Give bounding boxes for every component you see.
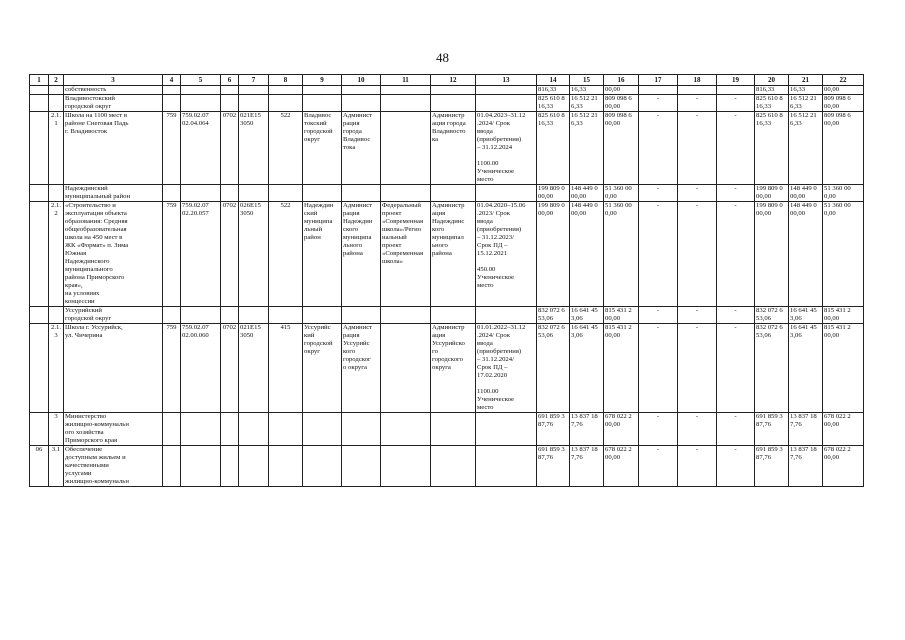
header-cell: 21 — [789, 75, 823, 86]
table-cell: 00,00 — [823, 86, 864, 95]
table-cell — [181, 185, 221, 202]
table-cell: 021E15 3050 — [239, 112, 269, 185]
header-cell: 15 — [570, 75, 604, 86]
table-cell — [30, 86, 49, 95]
table-cell — [269, 307, 303, 324]
table-cell: 2.1.1 — [49, 112, 64, 185]
table-cell — [163, 307, 181, 324]
table-cell: 809 098 6 00,00 — [823, 95, 864, 112]
table-cell: 01.01.2022–31.12 .2024/ Срок ввода (приобретения) – 31.12.2024/ Срок ПД – 17.02.2020 1100.00 Ученическое место — [476, 324, 537, 413]
table-cell: 832 072 6 53,06 — [537, 307, 570, 324]
table-cell: 199 809 0 00,00 — [755, 185, 789, 202]
table-cell: Админист рация города Владивос тока — [342, 112, 381, 185]
table-cell — [163, 446, 181, 487]
table-cell — [49, 185, 64, 202]
table-cell: 00,00 — [604, 86, 639, 95]
table-cell: Надеждин ский муниципа льный район — [303, 202, 342, 307]
table-cell: Надеждинский муниципальный район — [64, 185, 163, 202]
table-cell — [221, 86, 239, 95]
table-cell — [30, 307, 49, 324]
table-cell: - — [717, 307, 755, 324]
table-cell: 832 072 6 53,06 — [537, 324, 570, 413]
table-cell: 0702 — [221, 324, 239, 413]
table-cell: 691 859 3 87,76 — [537, 446, 570, 487]
table-cell: - — [678, 324, 717, 413]
table-cell — [476, 185, 537, 202]
table-cell: 815 431 2 00,00 — [823, 324, 864, 413]
table-row — [30, 95, 864, 112]
table-cell: 825 610 8 16,33 — [537, 95, 570, 112]
table-cell — [163, 95, 181, 112]
table-cell: Владивостокский городской округ — [64, 95, 163, 112]
table-cell: 815 431 2 00,00 — [604, 307, 639, 324]
table-cell: 51 360 00 0,00 — [823, 185, 864, 202]
table-cell — [678, 86, 717, 95]
header-cell: 16 — [604, 75, 639, 86]
table-cell: 148 449 0 00,00 — [570, 185, 604, 202]
table-cell: 522 — [269, 202, 303, 307]
table-cell: 0702 — [221, 112, 239, 185]
table-cell: - — [717, 95, 755, 112]
header-cell: 1 — [30, 75, 49, 86]
header-cell: 14 — [537, 75, 570, 86]
table-cell: 816,33 — [755, 86, 789, 95]
table-cell — [476, 95, 537, 112]
table-cell — [476, 307, 537, 324]
table-cell — [49, 307, 64, 324]
table-cell: Федеральный проект «Современная школа»/Регио нальный проект «Современная школа» — [381, 202, 431, 307]
table-cell — [476, 446, 537, 487]
table-cell — [221, 307, 239, 324]
table-cell: 3 — [49, 413, 64, 446]
header-cell: 10 — [342, 75, 381, 86]
table-cell: 691 859 3 87,76 — [755, 413, 789, 446]
table-cell — [269, 446, 303, 487]
table-cell — [431, 185, 476, 202]
table-cell — [381, 307, 431, 324]
table-cell: 815 431 2 00,00 — [604, 324, 639, 413]
table-cell — [381, 95, 431, 112]
table-cell: 51 360 00 0,00 — [823, 202, 864, 307]
table-cell: - — [639, 413, 678, 446]
table-cell: собственность — [64, 86, 163, 95]
table-row — [30, 324, 864, 413]
table-cell: 16 641 45 3,06 — [789, 307, 823, 324]
table-cell — [221, 95, 239, 112]
table-cell — [49, 86, 64, 95]
table-cell: 759.02.07 02.20.057 — [181, 202, 221, 307]
table-cell: 825 610 8 16,33 — [537, 112, 570, 185]
header-cell: 22 — [823, 75, 864, 86]
table-cell: 759.02.07 02.04.064 — [181, 112, 221, 185]
table-cell — [239, 446, 269, 487]
table-cell: 415 — [269, 324, 303, 413]
table-cell — [239, 307, 269, 324]
header-cell: 4 — [163, 75, 181, 86]
table-cell: 825 610 8 16,33 — [755, 95, 789, 112]
table-row — [30, 446, 864, 487]
table-cell: 16 512 21 6,33 — [789, 95, 823, 112]
table-cell — [239, 413, 269, 446]
header-cell: 8 — [269, 75, 303, 86]
table-cell — [30, 324, 49, 413]
table-cell — [30, 112, 49, 185]
table-cell — [381, 86, 431, 95]
table-cell — [342, 413, 381, 446]
table-cell: - — [639, 324, 678, 413]
table-cell — [342, 95, 381, 112]
table-cell: 16 512 21 6,33 — [789, 112, 823, 185]
table-cell: 16 512 21 6,33 — [570, 112, 604, 185]
table-cell — [303, 413, 342, 446]
table-cell — [476, 86, 537, 95]
table-cell — [381, 413, 431, 446]
header-cell: 19 — [717, 75, 755, 86]
table-cell: - — [717, 202, 755, 307]
table-cell: 816,33 — [537, 86, 570, 95]
table-cell: - — [678, 413, 717, 446]
table-cell: 199 809 0 00,00 — [755, 202, 789, 307]
table-cell — [342, 307, 381, 324]
table-cell — [30, 202, 49, 307]
table-cell — [381, 185, 431, 202]
table-cell: - — [639, 112, 678, 185]
table-cell — [181, 95, 221, 112]
table-cell — [239, 95, 269, 112]
table-cell: 809 098 6 00,00 — [604, 95, 639, 112]
budget-table — [29, 74, 864, 487]
table-cell — [181, 86, 221, 95]
table-cell — [431, 95, 476, 112]
table-cell: 522 — [269, 112, 303, 185]
table-cell: Школа г. Уссурийск, ул. Чичерина — [64, 324, 163, 413]
table-cell: 16 641 45 3,06 — [570, 324, 604, 413]
table-cell — [381, 112, 431, 185]
table-cell — [431, 86, 476, 95]
table-cell — [30, 185, 49, 202]
table-cell: - — [678, 202, 717, 307]
header-cell: 11 — [381, 75, 431, 86]
table-cell — [163, 86, 181, 95]
table-cell — [221, 413, 239, 446]
table-cell: - — [639, 95, 678, 112]
page-number: 48 — [436, 50, 449, 65]
table-cell: - — [639, 185, 678, 202]
table-row — [30, 185, 864, 202]
table-cell: Обеспечение доступным жильем и качественными услугами жилищно-коммунальн — [64, 446, 163, 487]
table-cell: 678 022 2 00,00 — [604, 413, 639, 446]
header-cell: 18 — [678, 75, 717, 86]
table-cell: Министерство жилищно-коммунальн ого хозяйства Приморского края — [64, 413, 163, 446]
header-cell: 6 — [221, 75, 239, 86]
table-cell: Администр ация Уссурийско го городского округа — [431, 324, 476, 413]
table-cell: 809 098 6 00,00 — [604, 112, 639, 185]
table-cell: - — [678, 185, 717, 202]
table-cell: - — [717, 413, 755, 446]
table-cell — [303, 86, 342, 95]
table-cell: 759.02.07 02.00.060 — [181, 324, 221, 413]
table-cell: - — [678, 307, 717, 324]
table-cell: 759 — [163, 112, 181, 185]
table-cell — [181, 446, 221, 487]
table-cell — [239, 185, 269, 202]
table-cell: - — [678, 112, 717, 185]
table-row — [30, 413, 864, 446]
table-cell: 51 360 00 0,00 — [604, 202, 639, 307]
header-cell: 12 — [431, 75, 476, 86]
header-cell: 9 — [303, 75, 342, 86]
header-cell: 13 — [476, 75, 537, 86]
table-cell: 13 837 18 7,76 — [789, 413, 823, 446]
table-row — [30, 202, 864, 307]
table-cell: 16 641 45 3,06 — [570, 307, 604, 324]
table-cell: 678 022 2 00,00 — [823, 413, 864, 446]
header-cell: 2 — [49, 75, 64, 86]
table-cell — [30, 95, 49, 112]
table-cell — [303, 446, 342, 487]
table-cell: 16,33 — [570, 86, 604, 95]
table-cell: 2.1.2 — [49, 202, 64, 307]
header-cell: 20 — [755, 75, 789, 86]
header-row — [30, 75, 864, 86]
table-cell: 01.04.2023–31.12 .2024/ Срок ввода (приобретения) – 31.12.2024 1100.00 Ученическое место — [476, 112, 537, 185]
table-cell: - — [717, 112, 755, 185]
table-cell: - — [639, 202, 678, 307]
table-cell — [269, 86, 303, 95]
table-cell — [163, 185, 181, 202]
table-cell: 148 449 0 00,00 — [789, 185, 823, 202]
table-cell: 691 859 3 87,76 — [755, 446, 789, 487]
table-cell — [342, 185, 381, 202]
table-cell: 199 809 0 00,00 — [537, 185, 570, 202]
table-row — [30, 307, 864, 324]
table-cell: 809 098 6 00,00 — [823, 112, 864, 185]
table-cell: - — [717, 446, 755, 487]
table-cell — [717, 86, 755, 95]
table-cell — [342, 86, 381, 95]
table-cell: 06 — [30, 446, 49, 487]
header-cell: 17 — [639, 75, 678, 86]
table-cell: 021Е15 3050 — [239, 324, 269, 413]
table-cell — [163, 413, 181, 446]
table-cell — [303, 95, 342, 112]
table-cell: 13 837 18 7,76 — [570, 446, 604, 487]
header-cell: 7 — [239, 75, 269, 86]
table-cell: - — [678, 446, 717, 487]
table-cell — [49, 95, 64, 112]
table-cell: 815 431 2 00,00 — [823, 307, 864, 324]
table-cell: 148 449 0 00,00 — [570, 202, 604, 307]
table-cell: 832 072 6 53,06 — [755, 324, 789, 413]
table-cell: 0702 — [221, 202, 239, 307]
table-cell: Админист рация Уссурийс кого городског о округа — [342, 324, 381, 413]
table-cell: Уссурийс кий городской округ — [303, 324, 342, 413]
table-cell: 2.1.3 — [49, 324, 64, 413]
table-cell — [181, 413, 221, 446]
table-cell: 026Е15 3050 — [239, 202, 269, 307]
table-cell: Школа на 1100 мест в районе Снеговая Падь г. Владивосток — [64, 112, 163, 185]
table-cell: 832 072 6 53,06 — [755, 307, 789, 324]
table-cell: «Строительство и эксплуатация объекта образования: Средняя общеобразовательная школа на 450 мест в ЖК «Формат» п. Зима Южная Надеждинского муниципального района Приморского края», на условиях концессии — [64, 202, 163, 307]
table-cell: - — [717, 324, 755, 413]
header-cell: 5 — [181, 75, 221, 86]
table-cell — [303, 185, 342, 202]
table-cell: - — [678, 95, 717, 112]
table-cell: 3.1 — [49, 446, 64, 487]
table-cell — [639, 86, 678, 95]
header-cell: 3 — [64, 75, 163, 86]
table-cell: 825 610 8 16,33 — [755, 112, 789, 185]
table-cell — [239, 86, 269, 95]
table-cell: Уссурийский городской округ — [64, 307, 163, 324]
table-cell: 759 — [163, 202, 181, 307]
table-cell — [381, 446, 431, 487]
table-row — [30, 86, 864, 95]
table-cell — [381, 324, 431, 413]
table-cell — [269, 185, 303, 202]
table-cell — [269, 413, 303, 446]
table-cell: 16 641 45 3,06 — [789, 324, 823, 413]
table-cell — [431, 446, 476, 487]
table-row — [30, 112, 864, 185]
table-cell: Администр ация города Владивосто ка — [431, 112, 476, 185]
table-cell: - — [639, 307, 678, 324]
table-cell: 759 — [163, 324, 181, 413]
table-cell: Владивос токский городской округ — [303, 112, 342, 185]
table-cell — [30, 413, 49, 446]
table-cell: Администр ация Надеждинс кого муниципал ьного района — [431, 202, 476, 307]
table-cell: 678 022 2 00,00 — [823, 446, 864, 487]
table-cell — [431, 413, 476, 446]
table-cell — [476, 413, 537, 446]
table-cell: - — [717, 185, 755, 202]
table-cell — [221, 446, 239, 487]
table-cell: 01.04.2020–15.06 .2023/ Срок ввода (приобретения) – 31.12.2023/ Срок ПД – 15.12.2021 450.00 Ученическое место — [476, 202, 537, 307]
table-cell — [269, 95, 303, 112]
table-cell — [221, 185, 239, 202]
table-cell: - — [639, 446, 678, 487]
table-cell — [431, 307, 476, 324]
table-cell: 16,33 — [789, 86, 823, 95]
table-cell: 678 022 2 00,00 — [604, 446, 639, 487]
table-cell: 199 809 0 00,00 — [537, 202, 570, 307]
table-cell: 691 859 3 87,76 — [537, 413, 570, 446]
table-cell: 148 449 0 00,00 — [789, 202, 823, 307]
table-cell: 13 837 18 7,76 — [570, 413, 604, 446]
table-cell: Админист рация Надеждин ского муниципа льного района — [342, 202, 381, 307]
table-cell — [181, 307, 221, 324]
table-cell: 13 837 18 7,76 — [789, 446, 823, 487]
table-cell — [303, 307, 342, 324]
table-cell — [342, 446, 381, 487]
table-cell: 16 512 21 6,33 — [570, 95, 604, 112]
table-cell: 51 360 00 0,00 — [604, 185, 639, 202]
